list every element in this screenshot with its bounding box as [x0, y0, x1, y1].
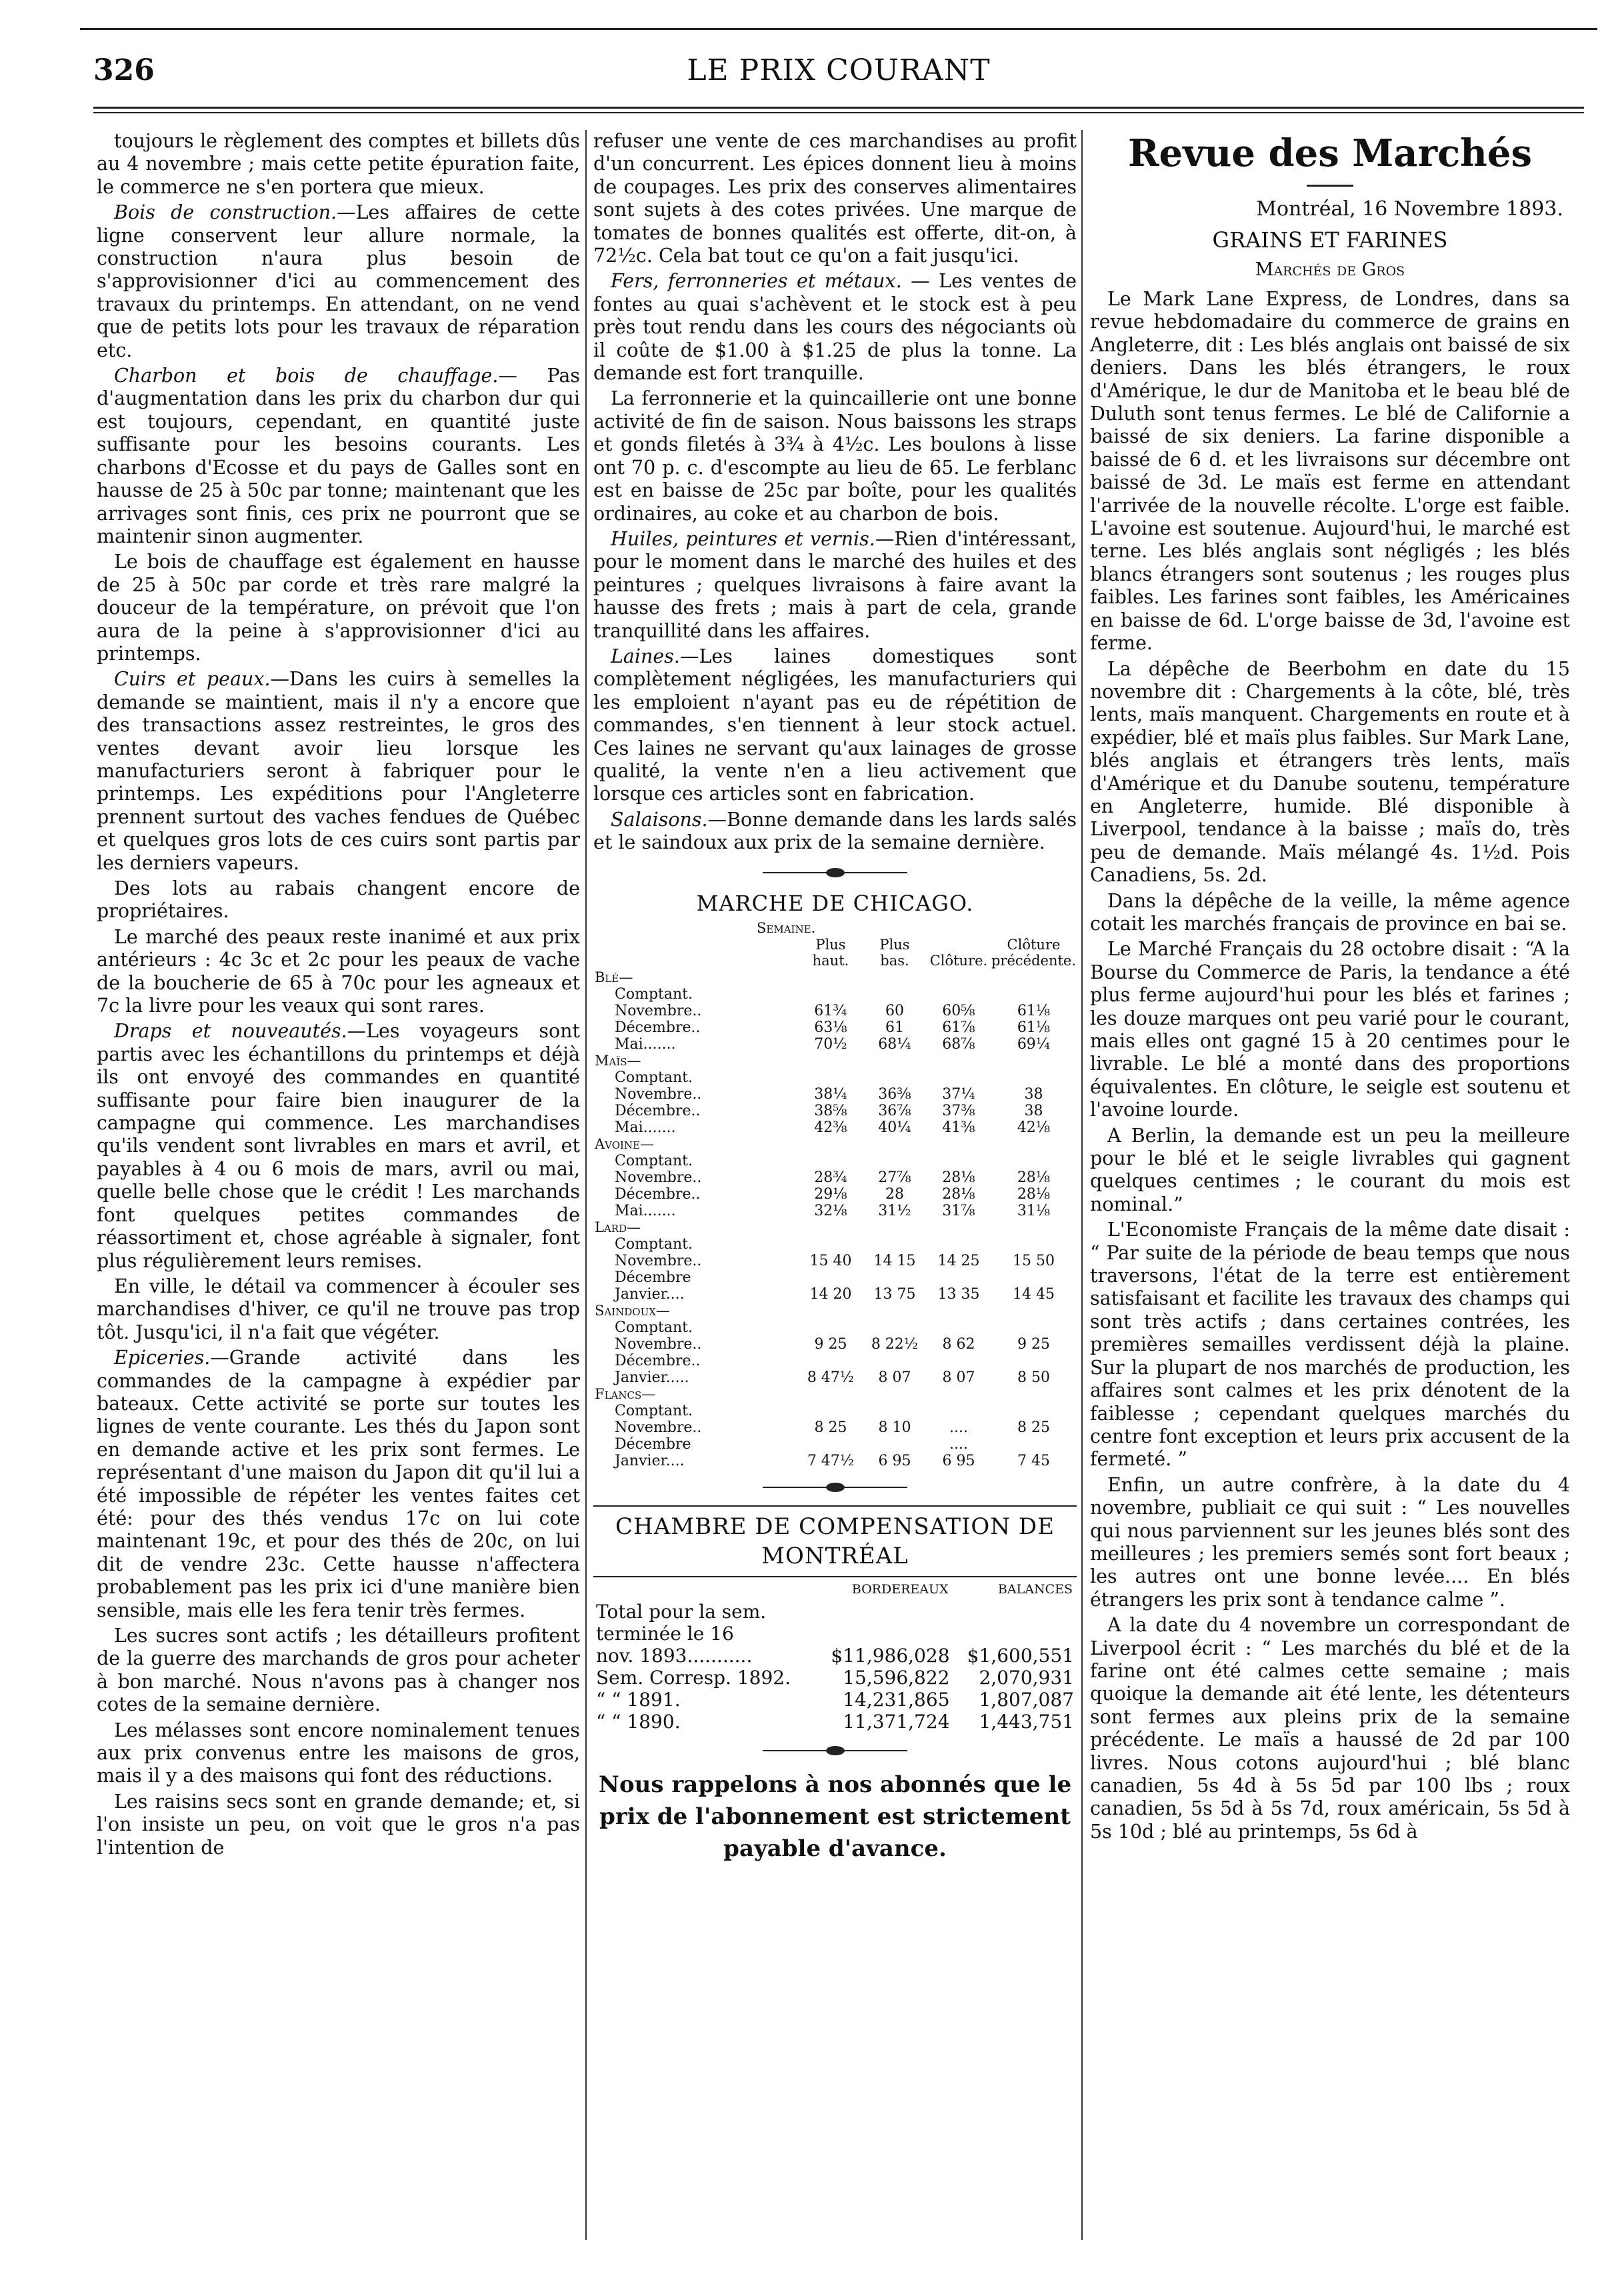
chicago-cell: 61⅛ — [1017, 1002, 1051, 1019]
paragraph-text: Dans la dépêche de la veille, la même agence cotait les marchés français de province en bai se. — [1090, 889, 1570, 935]
chicago-cell: 14 45 — [1012, 1285, 1055, 1303]
article-paragraph — [97, 1275, 580, 1344]
compensation-value: 2,070,931 — [979, 1666, 1074, 1689]
paragraph-lead: Laines. — [611, 645, 680, 667]
paragraph-lead: Salaisons. — [611, 808, 708, 831]
chicago-group-label: Avoine— — [595, 1135, 655, 1152]
chicago-group-row — [593, 1136, 1077, 1153]
chicago-cell: 61⅛ — [1017, 1019, 1051, 1036]
rule — [593, 1505, 1077, 1507]
chicago-row — [593, 986, 1077, 1003]
article-paragraph — [593, 130, 1077, 267]
paragraph-text: —Les voyageurs sont partis avec les échantillons du printemps et déjà ils ont envoyé des commandes en quantité suffisante pour faire bien inaugurer de la campagne qui commence. Les marchandises qu'ils vendent sont livrables en mars et avril, et payables à 4 ou 6 mois de mars, avril ou mai, quelle belle chose que le crédit ! Les marchands font quelques petites commandes de réassortiment et, chose agréable à signaler, font plus régulièrement leurs remises. — [97, 1020, 580, 1272]
chicago-cell: 9 25 — [1017, 1335, 1050, 1353]
chicago-cell — [991, 1403, 1077, 1419]
article-paragraph — [97, 1791, 580, 1859]
paragraph-text: —Rien d'intéressant, pour le moment dans le marché des huiles et des peintures ; quelques livraisons à faire avant la hausse des frets ; mais à part de cela, grande tranquillité dans les affaires. — [593, 527, 1077, 642]
chicago-cell: 38⅝ — [814, 1102, 847, 1119]
compensation-value — [953, 1623, 1077, 1645]
chicago-group-label: Flancs— — [595, 1385, 656, 1402]
chicago-row-label: Décembre — [615, 1269, 691, 1286]
chicago-cell: 7 45 — [1017, 1452, 1050, 1469]
chicago-cell: 7 47½ — [807, 1452, 855, 1469]
chicago-row-label: Janvier.... — [615, 1285, 685, 1303]
chicago-row — [593, 1186, 1077, 1203]
chicago-cell: 60 — [885, 1002, 904, 1019]
chicago-row — [593, 1353, 1077, 1369]
chicago-cell: 31½ — [878, 1202, 911, 1219]
paragraph-text: A la date du 4 novembre un correspondant de Liverpool écrit : “ Les marchés du blé et de la farine ont été calmes cette semaine ; mais quoique la demande ait été lente, les détenteurs sont fermes aux pleins prix de la semaine précédente. Le maïs a haussé de 2d par 100 livres. Nous cotons aujourd'hui ; blé blanc canadien, 5s 4d à 5s 5d par 100 lbs ; roux canadien, 5s 5d à 5s 7d, roux américain, 5s 5d à 5s 10d ; blé au printemps, 5s 6d à — [1090, 1614, 1570, 1843]
chicago-row — [593, 1019, 1077, 1036]
paragraph-lead: Huiles, peintures et vernis. — [611, 527, 875, 550]
article-paragraph — [97, 1020, 580, 1272]
chicago-cell: 8 25 — [814, 1419, 847, 1436]
chicago-cell: 8 10 — [878, 1419, 911, 1436]
compensation-title-line1: CHAMBRE DE COMPENSATION DE — [615, 1513, 1055, 1540]
right-paragraphs — [1090, 288, 1570, 1843]
paragraph-text: —Les affaires de cette ligne conservent leur allure normale, la construction n'aura plus besoin de s'approvisionner d'ici au commencement des travaux du printemps. En attendant, on ne vend que de petits lots pour les travaux de réparation etc. — [97, 201, 580, 361]
compensation-value: 14,231,865 — [843, 1688, 950, 1711]
short-rule — [1307, 185, 1353, 187]
chicago-row — [593, 1069, 1077, 1086]
article-paragraph — [97, 1719, 580, 1788]
chicago-cell — [863, 1269, 927, 1286]
paragraph-lead: Epiceries. — [114, 1347, 211, 1369]
chicago-row-label: Mai....... — [615, 1035, 676, 1053]
chicago-row — [593, 1086, 1077, 1103]
compensation-header-borderaux: BORDEREAUX — [851, 1581, 949, 1597]
chicago-cell — [863, 1153, 927, 1169]
compensation-title-line2: MONTRÉAL — [761, 1542, 909, 1569]
chicago-group-row — [593, 1386, 1077, 1403]
paragraph-text: Le bois de chauffage est également en hausse de 25 à 50c par corde et très rare malgré la douceur de la température, on prévoit que l'on aura de la peine à s'approvisionner d'ici au printemps. — [97, 551, 580, 665]
compensation-label: Total pour la sem. — [596, 1600, 767, 1623]
paragraph-text: Les sucres sont actifs ; les détailleurs profitent de la guerre des marchands de gros pour acheter à bon marché. Nous n'avons pas à changer nos cotes de la semaine dernière. — [97, 1625, 580, 1716]
chicago-row — [593, 1286, 1077, 1303]
chicago-cell: 28⅛ — [942, 1169, 975, 1186]
chicago-row-label: Comptant. — [615, 1152, 693, 1169]
chicago-cell — [991, 1319, 1077, 1336]
chicago-cell: 8 50 — [1017, 1369, 1050, 1386]
chicago-header: Plus haut. — [812, 936, 849, 969]
chicago-cell: 28⅛ — [1017, 1169, 1051, 1186]
chicago-row-label: Comptant. — [615, 1319, 693, 1336]
chicago-cell — [863, 1403, 927, 1419]
chicago-row — [593, 1403, 1077, 1419]
chicago-cell: 42⅛ — [1017, 1119, 1051, 1136]
chicago-cell: 27⅞ — [878, 1169, 911, 1186]
paragraph-text: toujours le règlement des comptes et billets dûs au 4 novembre ; mais cette petite épuration faite, le commerce ne s'en portera que mieux. — [97, 130, 580, 198]
chicago-row — [593, 1169, 1077, 1186]
chicago-cell: 14 15 — [873, 1252, 916, 1269]
compensation-value — [953, 1601, 1077, 1623]
chicago-group-row — [593, 1303, 1077, 1319]
chicago-cell: 31⅞ — [942, 1202, 975, 1219]
compensation-value — [815, 1623, 952, 1645]
compensation-value: 1,807,087 — [979, 1688, 1074, 1711]
chicago-cell — [927, 1353, 991, 1369]
article-paragraph — [97, 1347, 580, 1622]
chicago-cell: 6 95 — [878, 1452, 911, 1469]
compensation-row — [593, 1645, 1077, 1667]
chicago-group-label: Blé— — [595, 969, 633, 985]
chicago-row-label: Décembre.. — [615, 1185, 701, 1203]
chicago-cell: 13 35 — [937, 1285, 980, 1303]
chicago-cell: 8 07 — [878, 1369, 911, 1386]
paragraph-lead: Draps et nouveautés. — [114, 1020, 347, 1043]
subsection-heading: Marchés de Gros — [1255, 259, 1405, 280]
chicago-cell — [927, 1269, 991, 1286]
chicago-row-label: Décembre.. — [615, 1352, 701, 1369]
chicago-group-row — [593, 969, 1077, 986]
article-paragraph — [593, 387, 1077, 525]
chicago-row — [593, 1369, 1077, 1386]
chicago-row — [593, 1253, 1077, 1269]
article-paragraph — [1090, 1219, 1570, 1471]
article-paragraph — [1090, 938, 1570, 1121]
chicago-group-row — [593, 1219, 1077, 1236]
article-paragraph — [97, 1625, 580, 1717]
chicago-row-label: Janvier..... — [615, 1369, 689, 1386]
article-paragraph — [1090, 1614, 1570, 1843]
chicago-row — [593, 1036, 1077, 1053]
chicago-semaine-label: Semaine. — [757, 919, 816, 936]
chicago-cell: 14 20 — [809, 1285, 852, 1303]
column-left — [97, 130, 580, 2243]
article-paragraph — [97, 668, 580, 875]
chicago-cell — [991, 1069, 1077, 1086]
chicago-cell: 9 25 — [814, 1335, 847, 1353]
chicago-cell: 60⅝ — [942, 1002, 975, 1019]
chicago-row — [593, 1336, 1077, 1353]
chicago-row — [593, 1236, 1077, 1253]
compensation-value — [815, 1601, 952, 1623]
chicago-table — [593, 936, 1077, 1469]
chicago-cell — [927, 1236, 991, 1253]
article-paragraph — [593, 809, 1077, 855]
paragraph-text: Le Mark Lane Express, de Londres, dans sa revue hebdomadaire du commerce de grains en Angleterre, dit : Les blés anglais ont baissé de six deniers. Dans les blés étrangers, le roux d'Amérique, le dur de Manitoba et le beau blé de Duluth sont tenus fermes. Le blé de Californie a baissé de six deniers. La farine disponible a baissé de 6 d. et les livraisons sur décembre ont baissé de 3d. Le maïs est ferme en attendant l'arrivée de la nouvelle récolte. L'orge est faible. L'avoine est soutenue. Aujourd'hui, le marché est terne. Les blés anglais sont négligés ; les blés blancs étrangers sont soutenus ; les rouges plus faibles. Les farines sont faibles, les Américaines en baisse de 6d. L'orge baisse de 3d, l'avoine est ferme. — [1090, 288, 1570, 655]
chicago-cell: 8 47½ — [807, 1369, 855, 1386]
paragraph-text: —Bonne demande dans les lards salés et le saindoux aux prix de la semaine dernière. — [593, 808, 1077, 854]
paragraph-text: —Les laines domestiques sont complètement négligées, les manufacturiers qui les emploient n'ayant pas eu de répétition de commandes, s'en tiennent à leur stock actuel. Ces laines ne servant qu'aux lainages de grosse qualité, la vente n'en a lieu activement que lorsque ces articles sont en fabrication. — [593, 645, 1077, 805]
paragraph-lead: Fers, ferronneries et métaux. — [611, 270, 902, 293]
chicago-cell: 28¾ — [814, 1169, 847, 1186]
compensation-row — [593, 1601, 1077, 1623]
chicago-cell — [863, 1069, 927, 1086]
ornament-divider — [593, 1479, 1077, 1496]
chicago-row — [593, 1119, 1077, 1136]
chicago-header: Clôture précédente. — [991, 936, 1077, 969]
chicago-group-row — [593, 1053, 1077, 1069]
column-separator-1 — [585, 130, 587, 2240]
paragraph-text: Enfin, un autre confrère, à la date du 4 novembre, publiait ce qui suit : “ Les nouvelles qui nous parviennent sur les jeunes blés sont des meilleures ; les premiers semés sont fort beaux ; les autres ont une bonne levée.... En blés étrangers les prix sont à tendance calme ”. — [1090, 1473, 1570, 1611]
chicago-cell: 8 62 — [942, 1335, 975, 1353]
chicago-cell — [863, 986, 927, 1003]
chicago-row-label: Décembre.. — [615, 1102, 701, 1119]
chicago-cell: 68⅞ — [942, 1035, 975, 1053]
top-border — [80, 28, 1597, 30]
chicago-cell — [799, 1069, 863, 1086]
chicago-cell: 61⅞ — [942, 1019, 975, 1036]
chicago-cell: 36⅜ — [878, 1085, 911, 1103]
chicago-row-label: Novembre.. — [615, 1419, 702, 1436]
chicago-cell: .... — [949, 1419, 968, 1436]
chicago-cell — [799, 1319, 863, 1336]
paragraph-text: — Les ventes de fontes au quai s'achèvent et le stock est à peu près tout rendu dans les cours des négociants où il coûte de $1.00 à $1.25 de plus la tonne. La demande est fort tranquille. — [593, 270, 1077, 385]
chicago-cell — [799, 1269, 863, 1286]
chicago-cell — [927, 1403, 991, 1419]
chicago-row-label: Décembre — [615, 1435, 691, 1453]
chicago-cell — [863, 1436, 927, 1453]
column-separator-2 — [1081, 130, 1083, 2240]
article-paragraph — [97, 130, 580, 199]
chicago-cell: 15 40 — [809, 1252, 852, 1269]
chicago-row-label: Comptant. — [615, 1402, 693, 1419]
dateline: Montréal, 16 Novembre 1893. — [1256, 197, 1563, 221]
paragraph-text: La dépêche de Beerbohm en date du 15 novembre dit : Chargements à la côte, blé, très lents, maïs manquent. Chargements en route et à expédier, blé et maïs plus faibles. Sur Mark Lane, blés anglais et étrangers très lents, maïs d'Amérique et du Danube soutenu, température en Angleterre, humide. Blé disponible à Liverpool, tendance à la baisse ; maïs do, très peu de demande. Maïs mélangé 4s. 1½d. Pois Canadiens, 5s. 2d. — [1090, 657, 1570, 887]
chicago-cell — [927, 1319, 991, 1336]
compensation-value: 15,596,822 — [843, 1666, 950, 1689]
chicago-row-label: Mai....... — [615, 1202, 676, 1219]
chicago-group-label: Maïs— — [595, 1052, 641, 1069]
chicago-row — [593, 1203, 1077, 1219]
compensation-label: nov. 1893........... — [596, 1644, 753, 1667]
compensation-title — [593, 1512, 1077, 1571]
chicago-cell: 28⅛ — [942, 1185, 975, 1203]
chicago-row-label: Novembre.. — [615, 1252, 702, 1269]
chicago-cell: 8 25 — [1017, 1419, 1050, 1436]
chicago-header-row — [593, 936, 1077, 969]
paragraph-lead: Charbon et bois de chauffage. — [114, 365, 499, 387]
chicago-row — [593, 1269, 1077, 1286]
paragraph-text: En ville, le détail va commencer à écouler ses marchandises d'hiver, ce qu'il ne trouve pas trop tôt. Jusqu'ici, il n'a fait que végéter. — [97, 1275, 580, 1343]
chicago-cell — [927, 1153, 991, 1169]
chicago-cell — [799, 1353, 863, 1369]
chicago-row — [593, 1436, 1077, 1453]
chicago-row-label: Mai....... — [615, 1119, 676, 1136]
compensation-row — [593, 1623, 1077, 1645]
paragraph-text: Le Marché Français du 28 octobre disait : “A la Bourse du Commerce de Paris, la tendance a été plus ferme aujourd'hui pour les blés et farines ; les douze marques ont peu varié pour le courant, mais elles ont gagné 15 à 20 centimes pour le livrable. Le blé a monté dans des proportions équivalentes. En clôture, le seigle est soutenu et l'avoine lourde. — [1090, 938, 1570, 1121]
article-paragraph — [593, 645, 1077, 806]
compensation-label: “ “ 1891. — [596, 1688, 681, 1711]
article-paragraph — [97, 926, 580, 1018]
chicago-cell: 15 50 — [1012, 1252, 1055, 1269]
chicago-cell: 69¼ — [1017, 1035, 1051, 1053]
chicago-group-label: Saindoux— — [595, 1302, 670, 1319]
paragraph-text: L'Economiste Français de la même date disait : “ Par suite de la période de beau temps que nous traversons, l'état de la terre est entièrement satisfaisant et facilite les travaux des champs qui sont très actifs ; dans certaines contrées, les premières semailles verdissent déjà la plaine. Sur la plupart de nos marchés de production, les affaires sont calmes et les prix dénotent de la faiblesse ; cependant quelques marchés du centre font exception et leurs prix accusent de la fermeté. ” — [1090, 1219, 1570, 1471]
chicago-cell: 36⅞ — [878, 1102, 911, 1119]
chicago-title: MARCHE DE CHICAGO. — [696, 890, 974, 916]
chicago-cell — [991, 1236, 1077, 1253]
paragraph-text: Les raisins secs sont en grande demande; et, si l'on insiste un peu, on voit que le gros n'a pas l'intention de — [97, 1790, 580, 1859]
chicago-cell: 38 — [1024, 1085, 1043, 1103]
chicago-row — [593, 1003, 1077, 1019]
paragraph-text: La ferronnerie et la quincaillerie ont une bonne activité de fin de saison. Nous baissons les straps et gonds filetés à 3¾ à 4½c. Les boulons à lisse ont 70 p. c. d'escompte au lieu de 65. Le ferblanc est en baisse de 25c par boîte, pour les qualités ordinaires, au coke et au charbon de bois. — [593, 387, 1077, 525]
paragraph-text: Des lots au rabais changent encore de propriétaires. — [97, 877, 580, 923]
chicago-cell: 8 22½ — [871, 1335, 919, 1353]
compensation-label: terminée le 16 — [596, 1622, 734, 1645]
chicago-cell: 38 — [1024, 1102, 1043, 1119]
chicago-cell — [991, 986, 1077, 1003]
article-paragraph — [1090, 1474, 1570, 1611]
compensation-value: $11,986,028 — [831, 1644, 950, 1667]
chicago-cell — [863, 1353, 927, 1369]
compensation-row — [593, 1689, 1077, 1711]
chicago-cell: 31⅛ — [1017, 1202, 1051, 1219]
article-paragraph — [593, 528, 1077, 643]
chicago-cell — [991, 1353, 1077, 1369]
paragraph-text: — Pas d'augmentation dans les prix du charbon dur qui est toujours, cependant, en quantité juste suffisante pour les besoins courants. Les charbons d'Ecosse et du pays de Galles sont en hausse de 25 à 50c par tonne; maintenant que les arrivages sont finis, ces prix ne pourront que se maintenir sinon augmenter. — [97, 365, 580, 547]
chicago-row-label: Comptant. — [615, 1235, 693, 1253]
paragraph-text: —Dans les cuirs à semelles la demande se maintient, mais il n'y a encore que des transactions assez restreintes, le gros des ventes devant avoir lieu lorsque les manufacturiers seront à fabriquer pour le printemps. Les expéditions pour l'Angleterre prennent surtout des vaches fendues de Québec et quelques gros lots de ces cuirs sont partis par les derniers vapeurs. — [97, 668, 580, 874]
paragraph-text: A Berlin, la demande est un peu la meilleure pour le blé et le seigle livrables qui gagnent quelques centimes ; le courant du mois est nominal.” — [1090, 1124, 1570, 1215]
chicago-cell: 40¼ — [878, 1119, 911, 1136]
chicago-cell: 37⅜ — [942, 1102, 975, 1119]
chicago-group-label: Lard— — [595, 1219, 641, 1235]
chicago-cell: 42⅜ — [814, 1119, 847, 1136]
subscription-notice: Nous rappelons à nos abonnés que le prix de l'abonnement est strictement payable d'avance. — [598, 1771, 1072, 1862]
compensation-value: 1,443,751 — [979, 1710, 1074, 1733]
chicago-cell: 29⅛ — [814, 1185, 847, 1203]
middle-paragraphs — [593, 130, 1077, 855]
page-number: 326 — [93, 53, 155, 87]
chicago-cell: .... — [949, 1435, 968, 1453]
chicago-cell: 37¼ — [942, 1085, 975, 1103]
article-paragraph — [97, 551, 580, 665]
chicago-cell: 41⅜ — [942, 1119, 975, 1136]
chicago-cell: 61¾ — [814, 1002, 847, 1019]
chicago-row-label: Décembre.. — [615, 1019, 701, 1036]
header-rule — [93, 107, 1584, 109]
chicago-row-label: Janvier.... — [615, 1452, 685, 1469]
article-paragraph — [1090, 658, 1570, 887]
chicago-cell — [991, 1269, 1077, 1286]
chicago-row — [593, 1419, 1077, 1436]
article-paragraph — [97, 365, 580, 548]
chicago-row — [593, 1453, 1077, 1469]
compensation-row — [593, 1667, 1077, 1689]
column-right — [1090, 130, 1570, 2243]
ornament-divider — [593, 1742, 1077, 1759]
chicago-row — [593, 1153, 1077, 1169]
compensation-value: 11,371,724 — [843, 1710, 950, 1733]
chicago-cell — [799, 1153, 863, 1169]
section-heading: GRAINS ET FARINES — [1212, 227, 1448, 253]
chicago-cell: 63⅛ — [814, 1019, 847, 1036]
chicago-cell: 14 25 — [937, 1252, 980, 1269]
chicago-cell: 28⅛ — [1017, 1185, 1051, 1203]
article-paragraph — [1090, 1125, 1570, 1217]
compensation-row — [593, 1711, 1077, 1733]
chicago-cell: 32⅛ — [814, 1202, 847, 1219]
chicago-row — [593, 1103, 1077, 1119]
header-rule-inner — [93, 112, 1584, 113]
column-middle — [593, 130, 1077, 2243]
chicago-cell — [863, 1319, 927, 1336]
compensation-header-balances: BALANCES — [997, 1581, 1073, 1597]
compensation-value: $1,600,551 — [967, 1644, 1074, 1667]
chicago-cell: 61 — [885, 1019, 904, 1036]
page-header — [93, 53, 1584, 100]
paragraph-lead: Cuirs et peaux. — [114, 668, 271, 691]
chicago-row-label: Novembre.. — [615, 1169, 702, 1186]
revue-title: Revue des Marchés — [1127, 131, 1533, 175]
compensation-label: “ “ 1890. — [596, 1710, 681, 1733]
chicago-row — [593, 1319, 1077, 1336]
chicago-cell — [991, 1153, 1077, 1169]
chicago-cell: 6 95 — [942, 1452, 975, 1469]
chicago-cell — [799, 986, 863, 1003]
chicago-cell — [991, 1436, 1077, 1453]
article-paragraph — [97, 877, 580, 923]
chicago-cell — [863, 1236, 927, 1253]
chicago-cell: 70½ — [814, 1035, 847, 1053]
article-paragraph — [97, 201, 580, 362]
chicago-cell — [927, 986, 991, 1003]
chicago-cell — [799, 1236, 863, 1253]
chicago-cell — [799, 1403, 863, 1419]
chicago-cell — [927, 1069, 991, 1086]
article-paragraph — [1090, 288, 1570, 655]
chicago-row-label: Comptant. — [615, 985, 693, 1003]
article-paragraph — [1090, 890, 1570, 936]
paragraph-text: Le marché des peaux reste inanimé et aux prix antérieurs : 4c 3c et 2c pour les peaux de vache de la boucherie de 65 à 70c pour les agneaux et 7c la livre pour les veaux qui sont rares. — [97, 925, 580, 1017]
paragraph-lead: Bois de construction. — [114, 201, 337, 224]
chicago-header: Clôture. — [929, 952, 988, 969]
chicago-cell: 68¼ — [878, 1035, 911, 1053]
chicago-row-label: Novembre.. — [615, 1085, 702, 1103]
paragraph-text: refuser une vente de ces marchandises au profit d'un concurrent. Les épices donnent lieu à moins de coupages. Les prix des conserves alimentaires sont sujets à des cotes privées. Une marque de tomates de bonnes qualités est offerte, dit-on, à 72½c. Cela bat tout ce qu'on a fait jusqu'ici. — [593, 130, 1077, 267]
chicago-cell — [799, 1436, 863, 1453]
chicago-cell: 13 75 — [873, 1285, 916, 1303]
compensation-label: Sem. Corresp. 1892. — [596, 1666, 791, 1689]
chicago-cell: 28 — [885, 1185, 904, 1203]
chicago-row-label: Novembre.. — [615, 1002, 702, 1019]
publication-title: LE PRIX COURANT — [687, 53, 991, 87]
compensation-table — [593, 1579, 1077, 1733]
chicago-row-label: Comptant. — [615, 1069, 693, 1086]
chicago-row-label: Novembre.. — [615, 1335, 702, 1353]
paragraph-text: Les mélasses sont encore nominalement tenues aux prix convenus entre les maisons de gros, mais il y a des maisons qui font des réductions. — [97, 1719, 580, 1787]
article-paragraph — [593, 270, 1077, 385]
chicago-cell: 38¼ — [814, 1085, 847, 1103]
ornament-divider — [593, 864, 1077, 881]
chicago-header: Plus bas. — [879, 936, 910, 969]
rule — [593, 1576, 1077, 1577]
paragraph-text: —Grande activité dans les commandes de la campagne à expédier par bateaux. Cette activité se porte sur toutes les lignes de vente courante. Les thés du Japon sont en demande active et les prix sont fermes. Le représentant d'une maison du Japon dit qu'il lui a été impossible de répéter les ventes faites cet été: pour des thés vendus 17c on lui cote maintenant 19c, et pour des thés de 20c, on lui dit de vendre 23c. Cette hausse n'affectera probablement pas les prix ici d'une manière bien sensible, mais elle les fera tenir très fermes. — [97, 1347, 580, 1621]
chicago-cell: 8 07 — [942, 1369, 975, 1386]
